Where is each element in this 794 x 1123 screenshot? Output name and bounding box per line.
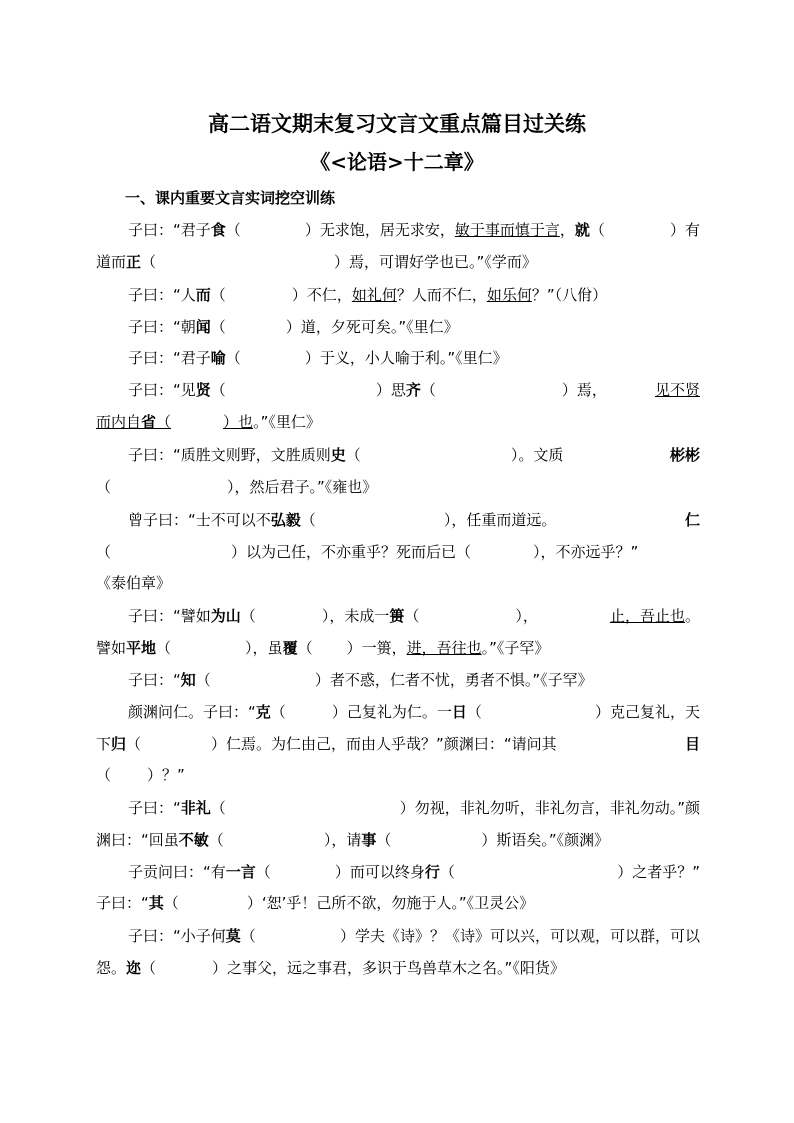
passage-line: 子曰：“朝闻（ ）道，夕死可矣。”《里仁》 [128, 318, 459, 336]
passage-line: 子曰：“知（ ）者不惑，仁者不忧，勇者不惧。”《子罕》 [128, 671, 593, 689]
page-subtitle: 《<论语>十二章》 [310, 150, 484, 174]
passage-line: 下归（ ）仁焉。为仁由己，而由人乎哉？”颜渊曰：“请问其 目 [96, 735, 700, 753]
passage-line: （ ）？” [96, 766, 185, 784]
page-title: 高二语文期末复习文言文重点篇目过关练 [208, 111, 586, 136]
passage-line: 子曰：“君子喻（ ）于义，小人喻于利。”《里仁》 [128, 349, 508, 367]
passage-line: 子曰：“其（ ）‘恕’乎！己所不欲，勿施于人。”《卫灵公》 [96, 894, 535, 912]
passage-line: 子曰：“质胜文则野，文胜质则史（ ）。文质 彬彬 [128, 446, 700, 464]
passage-line: 子贡问曰：“有一言（ ）而可以终身行（ ）之者乎？” [128, 863, 700, 881]
passage-line: 而内自省（ ）也。”《里仁》 [96, 413, 321, 431]
passage-line: 怨。迩（ ）之事父，远之事君，多识于鸟兽草木之名。”《阳货》 [96, 959, 565, 977]
section-heading: 一、课内重要文言实词挖空训练 [125, 189, 336, 207]
passage-line: 子曰：“见贤（ ）思齐（ ）焉， 见不贤 [128, 381, 700, 399]
passage-line: 道而正（ ）焉，可谓好学也已。”《学而》 [96, 253, 537, 271]
passage-line: 子曰：“小子何莫（ ）学夫《诗》？《诗》可以兴，可以观，可以群，可以 [128, 927, 700, 945]
passage-line: 渊曰：“回虽不敏（ ），请事（ ）斯语矣。”《颜渊》 [96, 831, 610, 849]
passage-line: 子曰：“非礼（ ）勿视，非礼勿听，非礼勿言，非礼勿动。”颜 [128, 799, 700, 817]
passage-line: 《泰伯章》 [96, 574, 172, 592]
passage-line: 曾子曰：“士不可以不弘毅（ ），任重而道远。 仁 [128, 511, 700, 529]
passage-line: （ ），然后君子。”《雍也》 [96, 478, 378, 496]
passage-line: 譬如平地（ ），虽覆（ ）一篑，进，吾往也。”《子罕》 [96, 639, 550, 657]
passage-line: 子曰：“人而（ ）不仁，如礼何？人而不仁，如乐何？”（八佾） [128, 286, 608, 304]
passage-line: 子曰：“譬如为山（ ），未成一篑（ ）， 止，吾止也。 [128, 607, 700, 625]
passage-line: 子曰：“君子食（ ）无求饱，居无求安，敏于事而慎于言，就（ ）有 [128, 221, 700, 239]
passage-line: （ ）以为己任，不亦重乎？死而后已（ ），不亦远乎？” [96, 543, 639, 561]
passage-line: 颜渊问仁。子曰：“克（ ）己复礼为仁。一日（ ）克己复礼，天 [128, 703, 700, 721]
